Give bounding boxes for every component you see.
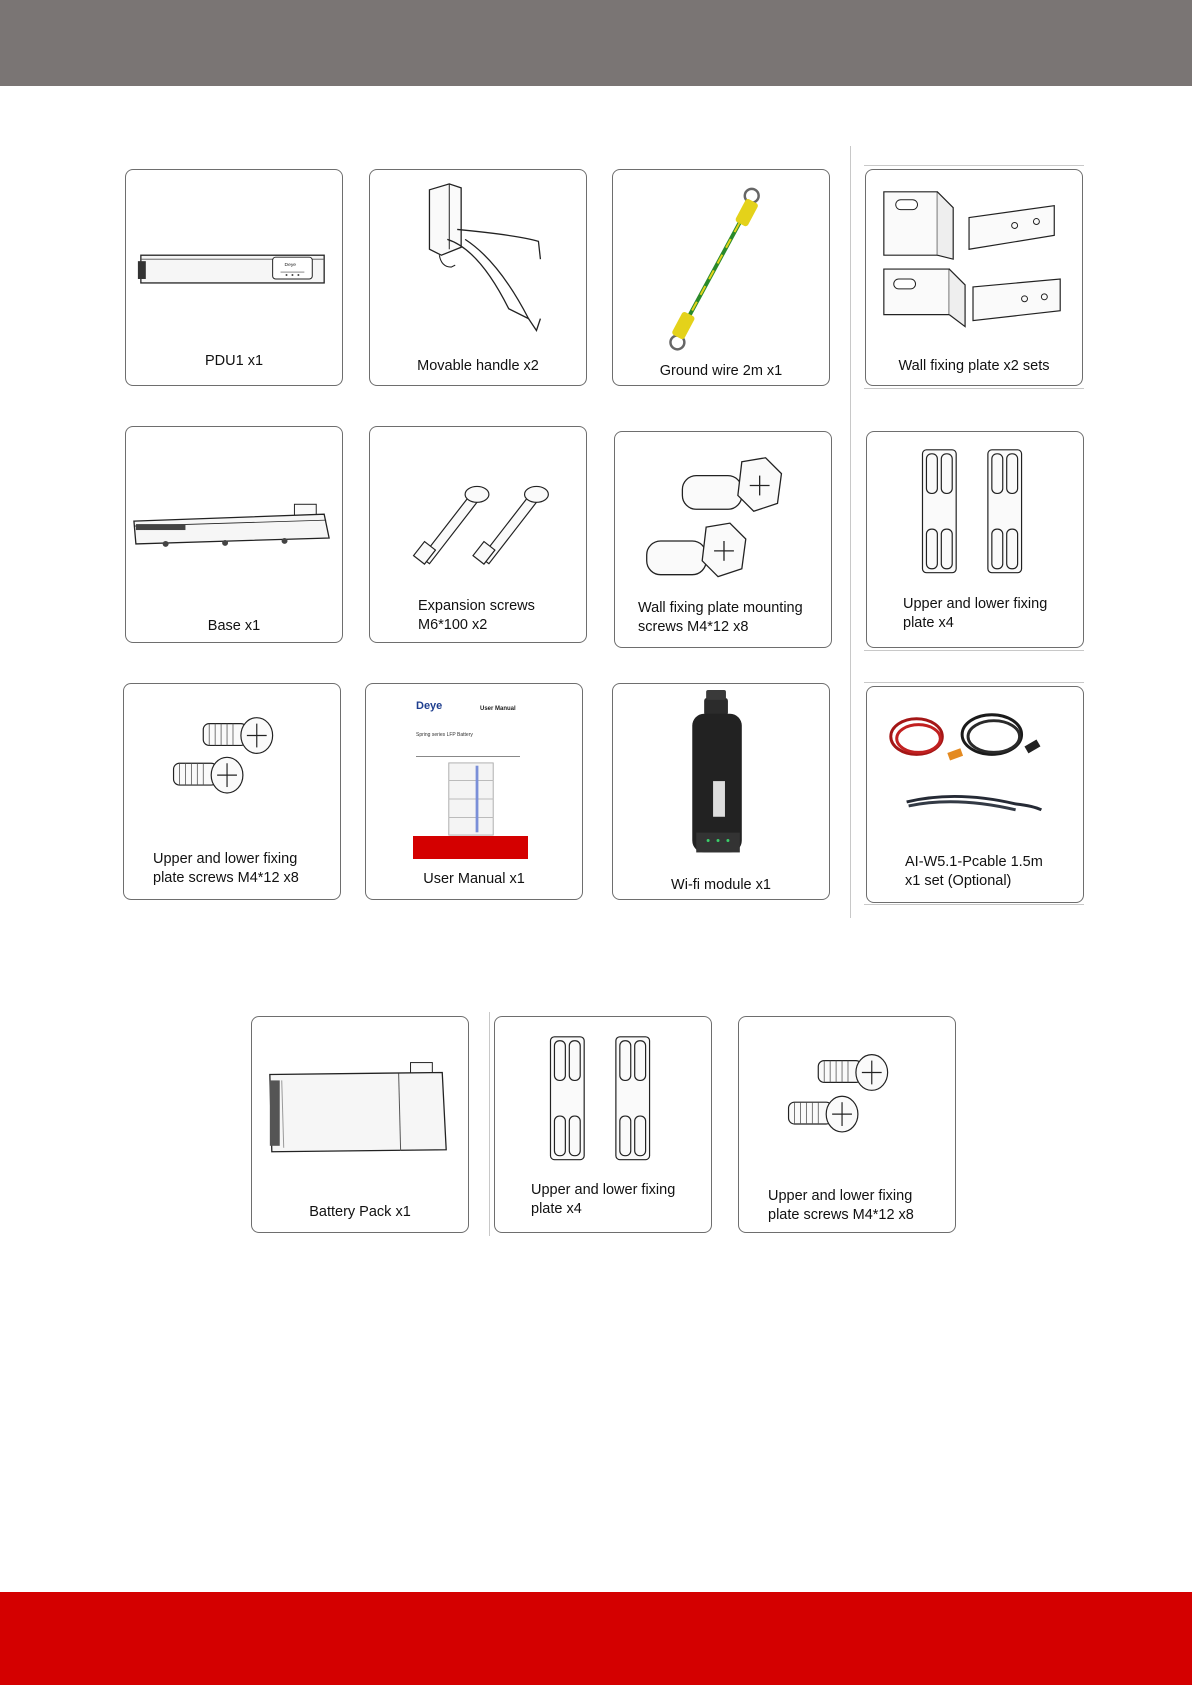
item-card-base bbox=[125, 426, 343, 643]
item-card-fixing-screws bbox=[123, 683, 341, 900]
header-bar bbox=[0, 0, 1192, 86]
handle-illustration bbox=[370, 170, 586, 385]
divider-line bbox=[864, 904, 1084, 905]
column-divider bbox=[489, 1012, 490, 1236]
manual-cover-title: User Manual bbox=[480, 706, 516, 712]
item-label: Upper and lower fixing plate screws M4*12 x8 bbox=[768, 1188, 914, 1223]
item-card-ground-wire bbox=[612, 169, 830, 386]
battery-stack-image bbox=[446, 762, 496, 836]
item-card-wifi-module bbox=[612, 683, 830, 900]
item-card-pdu bbox=[125, 169, 343, 386]
wall-plate-illustration bbox=[866, 170, 1082, 385]
svg-text:Deye: Deye bbox=[284, 263, 297, 269]
item-card-fixing-plate-2 bbox=[494, 1016, 712, 1233]
item-label: AI-W5.1-Pcable 1.5m x1 set (Optional) bbox=[905, 854, 1043, 889]
item-label: Upper and lower fixing plate x4 bbox=[903, 596, 1048, 631]
footer-bar bbox=[0, 1592, 1192, 1685]
column-divider bbox=[850, 146, 851, 918]
brand-logo: Deye bbox=[416, 700, 443, 712]
divider-line bbox=[864, 388, 1084, 389]
item-label: Wall fixing plate mounting screws M4*12 x8 bbox=[638, 600, 803, 635]
divider-line bbox=[864, 682, 1084, 683]
item-label: Upper and lower fixing plate screws M4*12 x8 bbox=[153, 851, 299, 886]
cover-rule bbox=[416, 756, 520, 757]
item-card-handle bbox=[369, 169, 587, 386]
item-card-fixing-screws-2 bbox=[738, 1016, 956, 1233]
item-label: Wi-fi module x1 bbox=[671, 877, 771, 893]
item-label: Battery Pack x1 bbox=[309, 1204, 411, 1220]
ground-wire-illustration bbox=[613, 170, 829, 385]
item-label: PDU1 x1 bbox=[204, 353, 264, 369]
item-label: User Manual x1 bbox=[423, 871, 525, 887]
divider-line bbox=[864, 165, 1084, 166]
manual-cover-subtitle: Spring series LFP Battery bbox=[416, 732, 473, 738]
item-label: Ground wire 2m x1 bbox=[659, 363, 783, 379]
item-label: Wall fixing plate x2 sets bbox=[898, 358, 1050, 374]
item-card-fixing-plate bbox=[866, 431, 1084, 648]
item-card-wall-screws bbox=[614, 431, 832, 648]
manual-cover bbox=[408, 696, 528, 856]
item-label: Base x1 bbox=[207, 618, 261, 634]
item-card-battery-pack bbox=[251, 1016, 469, 1233]
item-card-wall-plate bbox=[865, 169, 1083, 386]
divider-line bbox=[864, 650, 1084, 651]
item-card-user-manual bbox=[365, 683, 583, 900]
item-label: Expansion screws M6*100 x2 bbox=[418, 598, 535, 633]
item-label: Movable handle x2 bbox=[417, 358, 539, 374]
wifi-module-illustration bbox=[613, 684, 829, 899]
battery-pack-illustration bbox=[252, 1017, 468, 1232]
item-card-pcable bbox=[866, 686, 1084, 903]
cover-red-band bbox=[413, 836, 528, 859]
item-card-expansion-screws bbox=[369, 426, 587, 643]
base-illustration bbox=[126, 427, 342, 642]
item-label: Upper and lower fixing plate x4 bbox=[531, 1182, 676, 1217]
